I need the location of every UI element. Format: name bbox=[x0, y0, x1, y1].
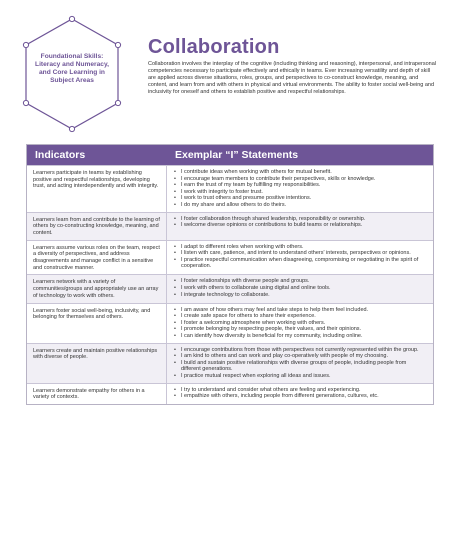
badge-text bbox=[20, 53, 124, 85]
statement-item: • I adapt to different roles when working with others. bbox=[173, 244, 427, 251]
indicator-cell: Learners foster social well-being, inclusivity, and belonging for themselves and others. bbox=[27, 304, 167, 343]
statements-cell bbox=[167, 275, 433, 302]
statements-cell bbox=[167, 166, 433, 212]
statement-item: • I welcome diverse opinions or contributions to build teams or relationships. bbox=[173, 222, 427, 229]
statement-item: • I contribute ideas when working with others for mutual benefit. bbox=[173, 169, 427, 176]
table-row bbox=[27, 383, 433, 404]
statement-item: • I practice mutual respect when exploring all ideas and issues. bbox=[173, 373, 427, 380]
intro-paragraph: Collaboration involves the interplay of the cognitive (including thinking and reasoning), interpersonal, and intrapersonal competencies necessary to participate effectively and ethically in teams. Ever increasing versatility and depth of skill are applied across diverse situations, roles, groups, and perspectives to co-construct knowledge, meaning, and content, and learn from and with others in physical and virtual environments. The ability to foster social well-being and inclusivity for oneself and others to establish positive and respectful relationships. bbox=[148, 61, 437, 95]
table-row bbox=[27, 274, 433, 302]
statement-item: • I earn the trust of my team by fulfilling my responsibilities. bbox=[173, 182, 427, 189]
statement-item: • I listen with care, patience, and intent to understand others' interests, perspectives or opinions. bbox=[173, 250, 427, 257]
statement-item: • I foster relationships with diverse people and groups. bbox=[173, 278, 427, 285]
table-row bbox=[27, 240, 433, 275]
statements-cell bbox=[167, 304, 433, 343]
statement-item: • I foster a welcoming atmosphere when working with others. bbox=[173, 320, 427, 327]
statement-item: • I encourage contributions from those with perspectives not currently represented within the group. bbox=[173, 347, 427, 354]
table-row bbox=[27, 343, 433, 383]
statements-list bbox=[173, 278, 427, 298]
statement-item: • I work to trust others and presume positive intentions. bbox=[173, 195, 427, 202]
table-row bbox=[27, 165, 433, 212]
badge-line: and Core Learning in bbox=[39, 69, 105, 76]
statements-cell bbox=[167, 213, 433, 240]
indicator-cell: Learners network with a variety of communities/groups and appropriately use an array of technology to work with others. bbox=[27, 275, 167, 302]
statements-list bbox=[173, 307, 427, 340]
badge-line: Foundational Skills: bbox=[40, 53, 104, 60]
page-title: Collaboration bbox=[148, 36, 280, 58]
statement-item: • I try to understand and consider what others are feeling and experiencing. bbox=[173, 387, 427, 394]
statement-item: • I can identify how diversity is beneficial for my community, including online. bbox=[173, 333, 427, 340]
statement-item: • I work with integrity to foster trust. bbox=[173, 189, 427, 196]
badge-line: Subject Areas bbox=[50, 77, 94, 84]
statement-item: • I practice respectful communication when disagreeing, compromising or negotiating in the spirit of cooperation. bbox=[173, 257, 427, 270]
hexagon-badge bbox=[20, 15, 124, 133]
statements-list bbox=[173, 169, 427, 209]
indicator-cell: Learners create and maintain positive relationships with diverse of people. bbox=[27, 344, 167, 383]
table-header bbox=[27, 145, 433, 165]
table-row bbox=[27, 303, 433, 343]
badge-line: Literacy and Numeracy, bbox=[35, 61, 109, 68]
table-body bbox=[27, 165, 433, 404]
statements-list bbox=[173, 216, 427, 229]
statements-list bbox=[173, 347, 427, 380]
statement-item: • I empathize with others, including people from different generations, cultures, etc. bbox=[173, 393, 427, 400]
statements-cell bbox=[167, 384, 433, 404]
indicator-cell: Learners participate in teams by establishing positive and respectful relationships, developing trust, and acting interdependently and with integrity. bbox=[27, 166, 167, 212]
indicator-cell: Learners learn from and contribute to the learning of others by co-constructing knowledge, meaning, and content. bbox=[27, 213, 167, 240]
statement-item: • I build and sustain positive relationships with diverse groups of people, including people from different generations. bbox=[173, 360, 427, 373]
statements-list bbox=[173, 387, 427, 400]
statement-item: • I create safe space for others to share their experience. bbox=[173, 313, 427, 320]
statement-item: • I integrate technology to collaborate. bbox=[173, 292, 427, 299]
statements-cell bbox=[167, 344, 433, 383]
statement-item: • I do my share and allow others to do theirs. bbox=[173, 202, 427, 209]
header-statements: Exemplar “I” Statements bbox=[175, 149, 299, 161]
statement-item: • I promote belonging by respecting people, their values, and their opinions. bbox=[173, 326, 427, 333]
table-row bbox=[27, 212, 433, 240]
statement-item: • I work with others to collaborate using digital and online tools. bbox=[173, 285, 427, 292]
indicators-table bbox=[26, 144, 434, 405]
header-indicators: Indicators bbox=[35, 149, 86, 161]
indicator-cell: Learners demonstrate empathy for others in a variety of contexts. bbox=[27, 384, 167, 404]
statement-item: • I am aware of how others may feel and take steps to help them feel included. bbox=[173, 307, 427, 314]
statements-list bbox=[173, 244, 427, 270]
statement-item: • I am kind to others and can work and play co-operatively with people of my choosing. bbox=[173, 353, 427, 360]
statement-item: • I foster collaboration through shared leadership, responsibility or ownership. bbox=[173, 216, 427, 223]
statement-item: • I encourage team members to contribute their perspectives, skills or knowledge. bbox=[173, 176, 427, 183]
statements-cell bbox=[167, 241, 433, 275]
indicator-cell: Learners assume various roles on the team, respect a diversity of perspectives, and address disagreements and manage conflict in a sensitive and constructive manner. bbox=[27, 241, 167, 275]
